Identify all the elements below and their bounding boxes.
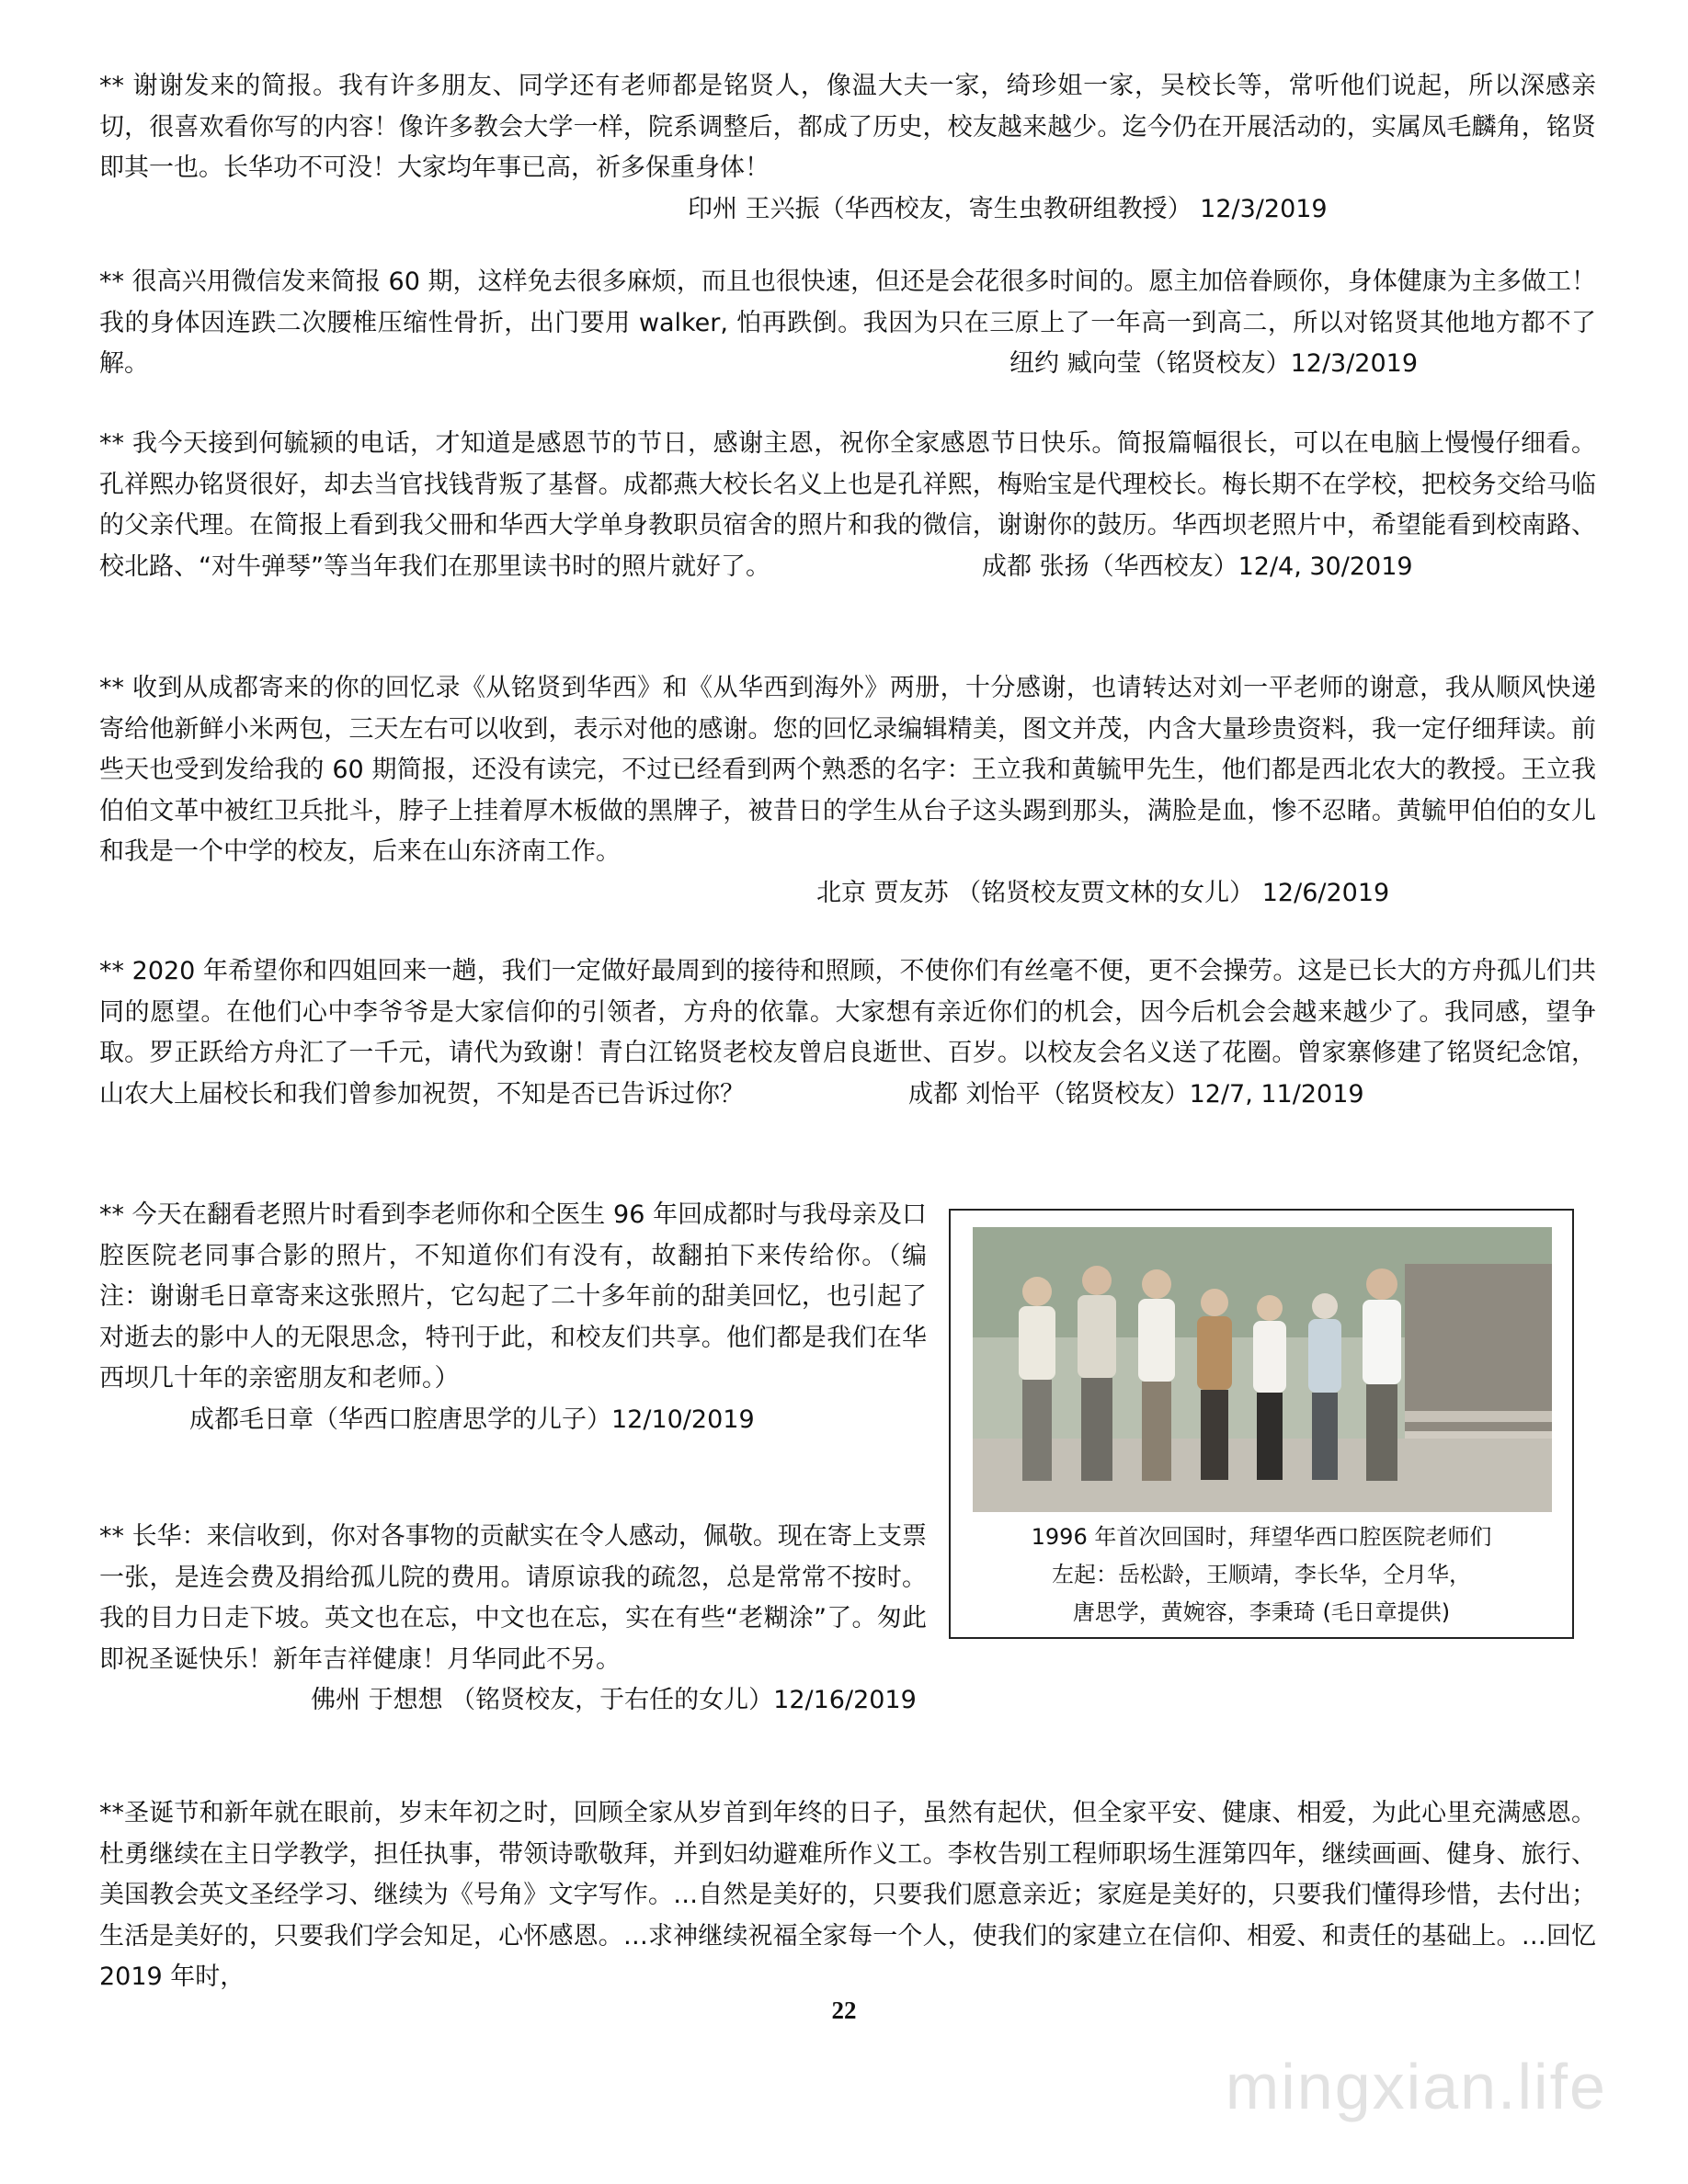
letter-4-text: ** 收到从成都寄来的你的回忆录《从铭贤到华西》和《从华西到海外》两册，十分感谢，也请转达对刘一平老师的谢意，我从顺风快递寄给他新鲜小米两包，三天左右可以收到，表示对他的感谢。您的回忆录编辑精美，图文并茂，内含大量珍贵资料，我一定仔细拜读。前些天也受到发给我的 60 期简报，还没有读完，不过已经看到两个熟悉的名字：王立我和黄毓甲先生，他们都是西北农大的教授。王立我伯伯文革中被红卫兵批斗，脖子上挂着厚木板做的黑牌子，被昔日的学生从台子这头踢到那头，满脸是血，惨不忍睹。黄毓甲伯伯的女儿和我是一个中学的校友，后来在山东济南工作。: [99, 674, 1596, 866]
letter-4: [99, 668, 1596, 914]
letter-2-text: ** 很高兴用微信发来简报 60 期，这样免去很多麻烦，而且也很快速，但还是会花很多时间的。愿主加倍眷顾你，身体健康为主多做工！我的身体因连跌二次腰椎压缩性骨折，出门要用 walker, 怕再跌倒。我因为只在三原上了一年高一到高二，所以对铭贤其他地方都不了解。: [99, 267, 1596, 378]
letter-1-signature: 印州 王兴振（华西校友，寄生虫教研组教授） 12/3/2019: [688, 194, 1328, 223]
letter-3: [99, 424, 1596, 587]
group-photo-illustration: [973, 1227, 1552, 1512]
letter-7-signature: 佛州 于想想 （铭贤校友，于右任的女儿）12/16/2019: [311, 1686, 917, 1714]
letter-5-text: ** 2020 年希望你和四姐回来一趟，我们一定做好最周到的接待和照顾，不使你们有丝毫不便，更不会操劳。这是已长大的方舟孤儿们共同的愿望。在他们心中李爷爷是大家信仰的引领者，方舟的依靠。大家想有亲近你们的机会，因今后机会会越来越少了。我同感，望争取。罗正跃给方舟汇了一千元，请代为致谢！青白江铭贤老校友曾启良逝世、百岁。以校友会名义送了花圈。曾家寨修建了铭贤纪念馆，山农大上届校长和我们曾参加祝贺，不知是否已告诉过你？: [99, 957, 1596, 1109]
letter-5: [99, 951, 1596, 1115]
caption-line-1: 1996 年首次回国时，拜望华西口腔医院老师们: [1031, 1524, 1492, 1550]
caption-line-2: 左起：岳松龄，王顺靖，李长华，仝月华，: [1052, 1562, 1471, 1587]
letter-6-text: ** 今天在翻看老照片时看到李老师你和仝医生 96 年回成都时与我母亲及口腔医院老同事合影的照片，不知道你们有没有，故翻拍下来传给你。（编注：谢谢毛日章寄来这张照片，它勾起了二十多年前的甜美回忆，也引起了对逝去的影中人的无限思念，特刊于此，和校友们共享。他们都是我们在华西坝几十年的亲密朋友和老师。）: [99, 1200, 927, 1393]
photo-figure: [949, 1209, 1574, 1639]
photo-caption: [951, 1519, 1572, 1632]
letter-7: [99, 1517, 927, 1722]
group-photo: [973, 1227, 1552, 1512]
letter-6: [99, 1195, 927, 1440]
caption-line-3: 唐思学，黄婉容，李秉琦 (毛日章提供): [1072, 1599, 1451, 1625]
letter-2-signature: 纽约 臧向莹（铭贤校友）12/3/2019: [1009, 349, 1419, 378]
letter-1: [99, 66, 1596, 230]
letter-5-signature: 成都 刘怡平（铭贤校友）12/7, 11/2019: [908, 1079, 1364, 1109]
letter-3-text: ** 我今天接到何毓颍的电话，才知道是感恩节的节日，感谢主恩，祝你全家感恩节日快乐。简报篇幅很长，可以在电脑上慢慢仔细看。孔祥熙办铭贤很好，却去当官找钱背叛了基督。成都燕大校长名义上也是孔祥熙，梅贻宝是代理校长。梅长期不在学校，把校务交给马临的父亲代理。在简报上看到我父冊和华西大学单身教职员宿舍的照片和我的微信，谢谢你的鼓历。华西坝老照片中，希望能看到校南路、校北路、“对牛弹琴”等当年我们在那里读书时的照片就好了。: [99, 429, 1596, 581]
letter-4-signature: 北京 贾友苏 （铭贤校友贾文林的女儿） 12/6/2019: [816, 878, 1390, 907]
letter-6-signature: 成都毛日章（华西口腔唐思学的儿子）12/10/2019: [189, 1405, 755, 1434]
letter-1-text: ** 谢谢发来的简报。我有许多朋友、同学还有老师都是铭贤人，像温大夫一家，绮珍姐一家，吴校长等，常听他们说起，所以深感亲切，很喜欢看你写的内容！像许多教会大学一样，院系调整后，都成了历史，校友越来越少。迄今仍在开展活动的，实属凤毛麟角，铭贤即其一也。长华功不可没！大家均年事已高，祈多保重身体！: [99, 72, 1596, 182]
letter-8-text: **圣诞节和新年就在眼前，岁末年初之时，回顾全家从岁首到年终的日子，虽然有起伏，但全家平安、健康、相爱，为此心里充满感恩。杜勇继续在主日学教学，担任执事，带领诗歌敬拜，并到妇幼避难所作义工。李枚告别工程师职场生涯第四年，继续画画、健身、旅行、美国教会英文圣经学习、继续为《号角》文字写作。…自然是美好的，只要我们愿意亲近；家庭是美好的，只要我们懂得珍惜，去付出；生活是美好的，只要我们学会知足，心怀感恩。…求神继续祝福全家每一个人，使我们的家建立在信仰、相爱、和责任的基础上。…回忆 2019 年时，: [99, 1799, 1596, 1991]
site-watermark: mingxian.life: [1225, 2051, 1607, 2122]
letter-8: [99, 1793, 1596, 1998]
letter-3-signature: 成都 张扬（华西校友）12/4, 30/2019: [982, 552, 1413, 581]
page-number: 22: [831, 1996, 857, 2024]
letter-2: [99, 262, 1596, 385]
letter-7-text: ** 长华：来信收到，你对各事物的贡献实在令人感动，佩敬。现在寄上支票一张，是连会费及捐给孤儿院的费用。请原谅我的疏忽，总是常常不按时。我的目力日走下坡。英文也在忘，中文也在忘，实在有些“老糊涂”了。匆此即祝圣诞快乐！新年吉祥健康！月华同此不另。: [99, 1522, 927, 1674]
